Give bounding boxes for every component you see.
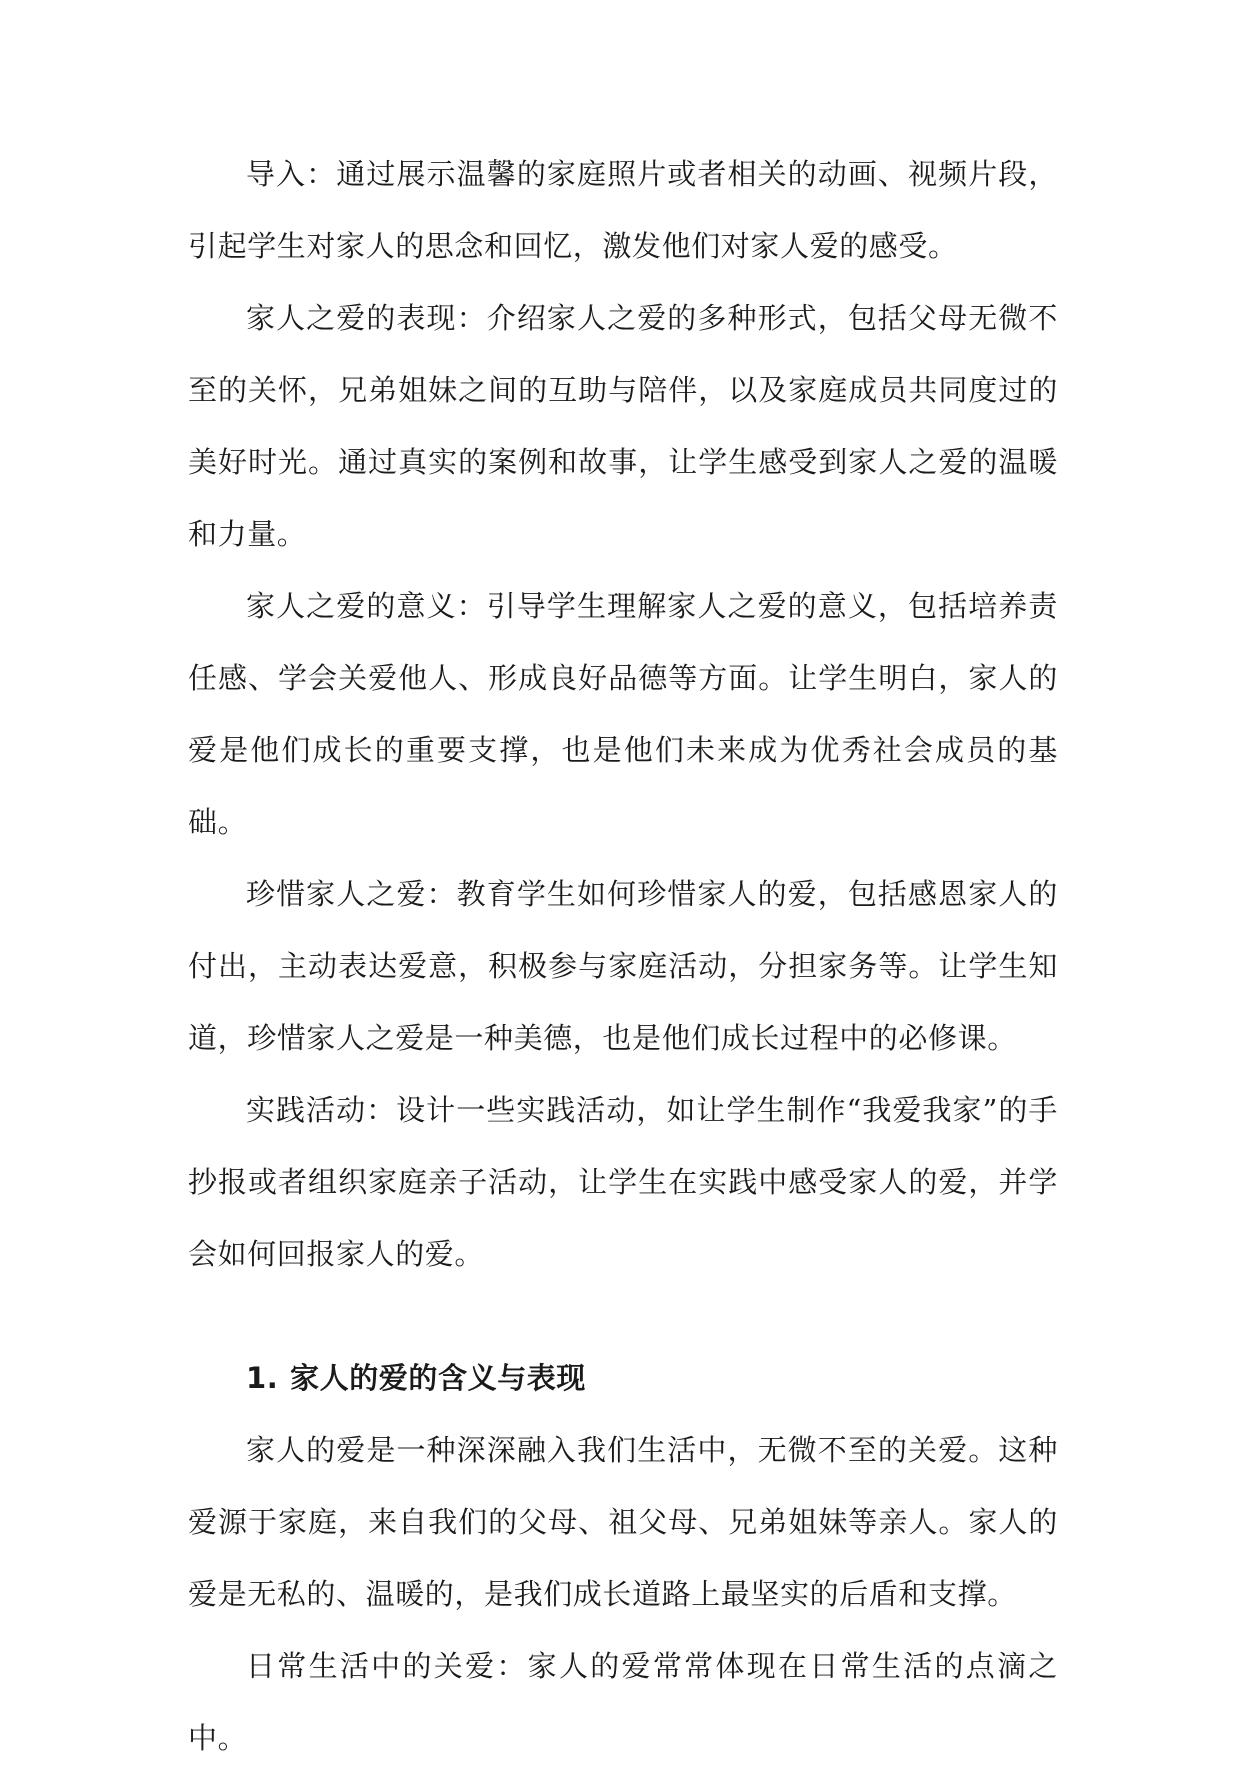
paragraph-love-definition: 家人的爱是一种深深融入我们生活中，无微不至的关爱。这种爱源于家庭，来自我们的父母、祖父母、兄弟姐妹等亲人。家人的爱是无私的、温暖的，是我们成长道路上最坚实的后盾和支撑。 (188, 1433, 1058, 1611)
section-heading (188, 1342, 1058, 1414)
paragraph-practice-activity: 实践活动：设计一些实践活动，如让学生制作“我爱我家”的手抄报或者组织家庭亲子活动，让学生在实践中感受家人的爱，并学会如何回报家人的爱。 (188, 1093, 1058, 1271)
document-page (188, 138, 1058, 1774)
paragraph-love-meaning: 家人之爱的意义：引导学生理解家人之爱的意义，包括培养责任感、学会关爱他人、形成良好品德等方面。让学生明白，家人的爱是他们成长的重要支撑，也是他们未来成为优秀社会成员的基础。 (188, 589, 1058, 839)
section-number: 1. (246, 1361, 279, 1395)
paragraph-cherish-love: 珍惜家人之爱：教育学生如何珍惜家人的爱，包括感恩家人的付出，主动表达爱意，积极参与家庭活动，分担家务等。让学生知道，珍惜家人之爱是一种美德，也是他们成长过程中的必修课。 (188, 877, 1058, 1055)
paragraph-love-expression: 家人之爱的表现：介绍家人之爱的多种形式，包括父母无微不至的关怀，兄弟姐妹之间的互助与陪伴，以及家庭成员共同度过的美好时光。通过真实的案例和故事，让学生感受到家人之爱的温暖和力量。 (188, 301, 1058, 551)
section-title: 家人的爱的含义与表现 (290, 1361, 587, 1395)
paragraph-daily-care: 日常生活中的关爱：家人的爱常常体现在日常生活的点滴之中。 (188, 1649, 1058, 1755)
paragraph-introduction: 导入：通过展示温馨的家庭照片或者相关的动画、视频片段，引起学生对家人的思念和回忆，激发他们对家人爱的感受。 (188, 157, 1058, 263)
